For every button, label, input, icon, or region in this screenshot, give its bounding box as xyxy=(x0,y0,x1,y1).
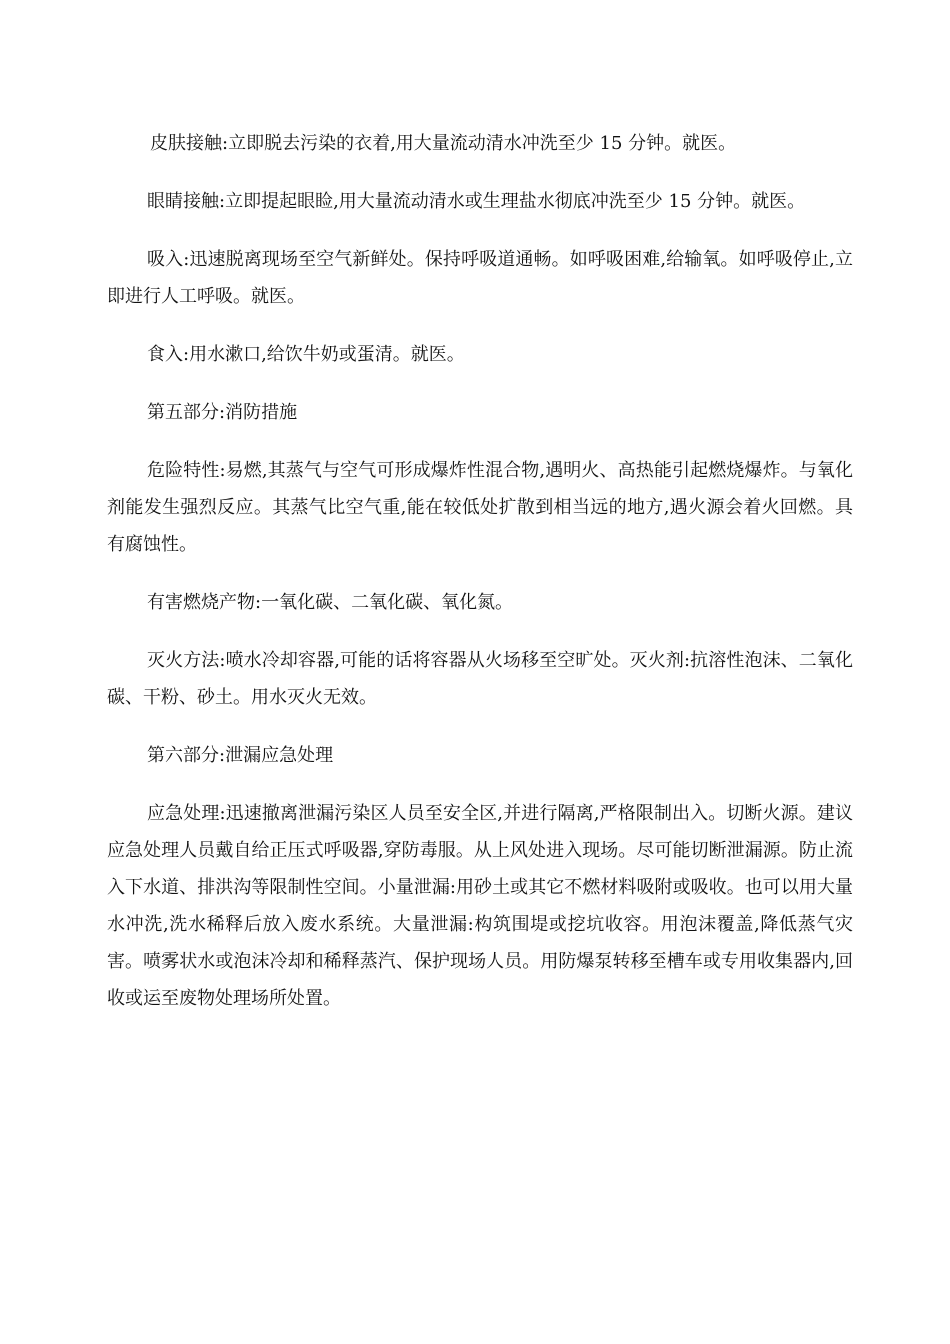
paragraph-skin-contact: 皮肤接触:立即脱去污染的衣着,用大量流动清水冲洗至少 15 分钟。就医。 xyxy=(150,133,737,154)
paragraph-eye-contact: 眼睛接触:立即提起眼睑,用大量流动清水或生理盐水彻底冲洗至少 15 分钟。就医。 xyxy=(147,191,806,212)
paragraph-extinguishing-methods: 灭火方法:喷水冷却容器,可能的话将容器从火场移至空旷处。灭火剂:抗溶性泡沫、二氧化碳、干粉、砂土。用水灭火无效。 xyxy=(107,650,853,708)
paragraph-inhalation: 吸入:迅速脱离现场至空气新鲜处。保持呼吸道通畅。如呼吸困难,给输氧。如呼吸停止,立即进行人工呼吸。就医。 xyxy=(107,249,853,307)
paragraph-ingestion: 食入:用水漱口,给饮牛奶或蛋清。就医。 xyxy=(147,344,465,365)
section-heading-part-six: 第六部分:泄漏应急处理 xyxy=(147,745,334,766)
paragraph-hazard-properties: 危险特性:易燃,其蒸气与空气可形成爆炸性混合物,遇明火、高热能引起燃烧爆炸。与氧化剂能发生强烈反应。其蒸气比空气重,能在较低处扩散到相当远的地方,遇火源会着火回燃。具有腐蚀性。 xyxy=(107,460,853,555)
section-heading-part-five: 第五部分:消防措施 xyxy=(147,402,298,423)
paragraph-emergency-handling: 应急处理:迅速撤离泄漏污染区人员至安全区,并进行隔离,严格限制出入。切断火源。建议应急处理人员戴自给正压式呼吸器,穿防毒服。从上风处进入现场。尽可能切断泄漏源。防止流入下水道、排洪沟等限制性空间。小量泄漏:用砂土或其它不燃材料吸附或吸收。也可以用大量水冲洗,洗水稀释后放入废水系统。大量泄漏:构筑围堤或挖坑收容。用泡沫覆盖,降低蒸气灾害。喷雾状水或泡沫冷却和稀释蒸汽、保护现场人员。用防爆泵转移至槽车或专用收集器内,回收或运至废物处理场所处置。 xyxy=(107,803,853,1009)
document-body xyxy=(107,125,853,1038)
paragraph-combustion-products: 有害燃烧产物:一氧化碳、二氧化碳、氧化氮。 xyxy=(147,592,514,613)
